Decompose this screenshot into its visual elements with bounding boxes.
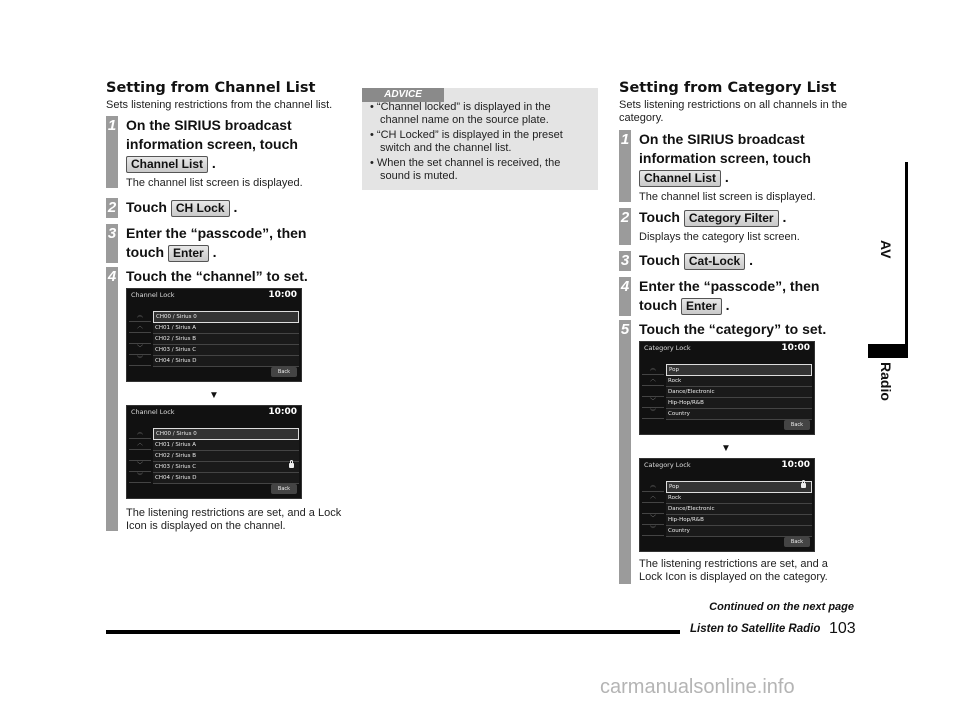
list-item[interactable]: CH04 / Sirius D [153, 356, 299, 367]
list-item[interactable]: CH04 / Sirius D [153, 473, 299, 484]
side-tab-av-label: AV [878, 240, 894, 259]
list-item[interactable]: Pop [666, 481, 812, 493]
left-step-3: 3 Enter the “passcode”, then touch Enter . [106, 224, 351, 263]
double-up-arrow-icon[interactable]: ︽ [642, 364, 664, 375]
list-item[interactable]: CH03 / Sirius C [153, 345, 299, 356]
right-step-4: 4 Enter the “passcode”, then touch Enter . [619, 277, 849, 316]
list-item[interactable]: CH00 / Sirius 0 [153, 311, 299, 323]
ch-lock-button[interactable]: CH Lock [171, 200, 230, 217]
right-step-1: 1 On the SIRIUS broadcast information screen, touch Channel List . The channel list screen is displayed. [620, 131, 816, 203]
down-arrow-icon[interactable]: ﹀ [642, 397, 664, 408]
up-arrow-icon[interactable]: ︿ [642, 375, 664, 386]
back-button[interactable]: Back [784, 420, 810, 430]
down-arrow-icon[interactable]: ﹀ [642, 514, 664, 525]
list-item[interactable]: Dance/Electronic [666, 504, 812, 515]
right-section-title: Setting from Category List [619, 80, 837, 96]
enter-button[interactable]: Enter [168, 245, 209, 262]
channel-lock-screen-before: Channel Lock 10:00 ︽ ︿ ﹀ ︾ CH00 / Sirius 0 CH01 / Sirius A CH02 / Sirius B CH03 / Sirius C CH04 / Sirius D Back [126, 288, 302, 382]
back-button[interactable]: Back [784, 537, 810, 547]
list-item[interactable]: Hip-Hop/R&B [666, 515, 812, 526]
advice-item: • “Channel locked” is displayed in the channel name on the source plate. [370, 101, 551, 126]
advice-box [362, 88, 598, 190]
list-item[interactable]: CH02 / Sirius B [153, 334, 299, 345]
double-down-arrow-icon[interactable]: ︾ [129, 355, 151, 366]
left-section-title: Setting from Channel List [106, 80, 316, 96]
lock-icon [289, 463, 294, 468]
footer-rule [106, 630, 680, 634]
right-section-desc: Sets listening restrictions on all channels in the category. [619, 99, 848, 124]
left-section-desc: Sets listening restrictions from the channel list. [106, 99, 333, 111]
up-arrow-icon[interactable]: ︿ [642, 492, 664, 503]
list-item[interactable]: Rock [666, 376, 812, 387]
list-item[interactable]: CH01 / Sirius A [153, 323, 299, 334]
category-lock-screen-before: Category Lock 10:00 ︽ ︿ ﹀ ︾ Pop Rock Dance/Electronic Hip-Hop/R&B Country Back [639, 341, 815, 435]
right-step-3: 3 Touch Cat-Lock . [620, 252, 753, 269]
back-button[interactable]: Back [271, 367, 297, 377]
left-step-4: 4 Touch the “channel” to set. The listening restrictions are set, and a Lock Icon is displayed on the channel. [107, 268, 342, 532]
list-item[interactable]: Country [666, 526, 812, 537]
right-step-2: 2 Touch Category Filter . Displays the category list screen. [620, 209, 800, 243]
double-up-arrow-icon[interactable]: ︽ [129, 428, 151, 439]
watermark: carmanualsonline.info [600, 676, 795, 698]
list-item[interactable]: CH03 / Sirius C [153, 462, 299, 473]
category-filter-button[interactable]: Category Filter [684, 210, 779, 227]
side-tab-radio [868, 344, 908, 358]
down-triangle-icon: ▼ [721, 443, 731, 454]
back-button[interactable]: Back [271, 484, 297, 494]
list-item[interactable]: Hip-Hop/R&B [666, 398, 812, 409]
list-item[interactable]: CH02 / Sirius B [153, 451, 299, 462]
advice-label: ADVICE [362, 88, 444, 102]
double-up-arrow-icon[interactable]: ︽ [642, 481, 664, 492]
list-item[interactable]: CH00 / Sirius 0 [153, 428, 299, 440]
list-item[interactable]: Pop [666, 364, 812, 376]
advice-item: • When the set channel is received, the sound is muted. [370, 157, 561, 182]
up-arrow-icon[interactable]: ︿ [129, 439, 151, 450]
left-step-2: 2 Touch CH Lock . [107, 199, 238, 216]
down-triangle-icon: ▼ [209, 390, 219, 401]
list-item[interactable]: Country [666, 409, 812, 420]
cat-lock-button[interactable]: Cat-Lock [684, 253, 745, 270]
side-tab-radio-label: Radio [878, 362, 894, 401]
channel-list-button[interactable]: Channel List [126, 156, 208, 173]
list-item[interactable]: CH01 / Sirius A [153, 440, 299, 451]
double-down-arrow-icon[interactable]: ︾ [129, 472, 151, 483]
page-number: 103 [829, 620, 856, 637]
double-up-arrow-icon[interactable]: ︽ [129, 311, 151, 322]
right-step-5: 5 Touch the “category” to set. The listening restrictions are set, and a Lock Icon is displayed on the category. [620, 321, 828, 583]
double-down-arrow-icon[interactable]: ︾ [642, 525, 664, 536]
left-step-1: 1 On the SIRIUS broadcast information screen, touch Channel List . The channel list screen is displayed. [107, 117, 303, 189]
down-arrow-icon[interactable]: ﹀ [129, 344, 151, 355]
continued-note: Continued on the next page [709, 601, 854, 613]
list-item[interactable]: Dance/Electronic [666, 387, 812, 398]
advice-item: • “CH Locked” is displayed in the preset switch and the channel list. [370, 129, 563, 154]
list-item[interactable]: Rock [666, 493, 812, 504]
channel-list-button[interactable]: Channel List [639, 170, 721, 187]
down-arrow-icon[interactable]: ﹀ [129, 461, 151, 472]
lock-icon [801, 483, 806, 488]
enter-button[interactable]: Enter [681, 298, 722, 315]
category-lock-screen-after: Category Lock 10:00 ︽ ︿ ﹀ ︾ Pop Rock Dance/Electronic Hip-Hop/R&B Country Back [639, 458, 815, 552]
footer-title: Listen to Satellite Radio [690, 623, 821, 635]
channel-lock-screen-after: Channel Lock 10:00 ︽ ︿ ﹀ ︾ CH00 / Sirius 0 CH01 / Sirius A CH02 / Sirius B CH03 / Sirius C CH04 / Sirius D Back [126, 405, 302, 499]
up-arrow-icon[interactable]: ︿ [129, 322, 151, 333]
double-down-arrow-icon[interactable]: ︾ [642, 408, 664, 419]
